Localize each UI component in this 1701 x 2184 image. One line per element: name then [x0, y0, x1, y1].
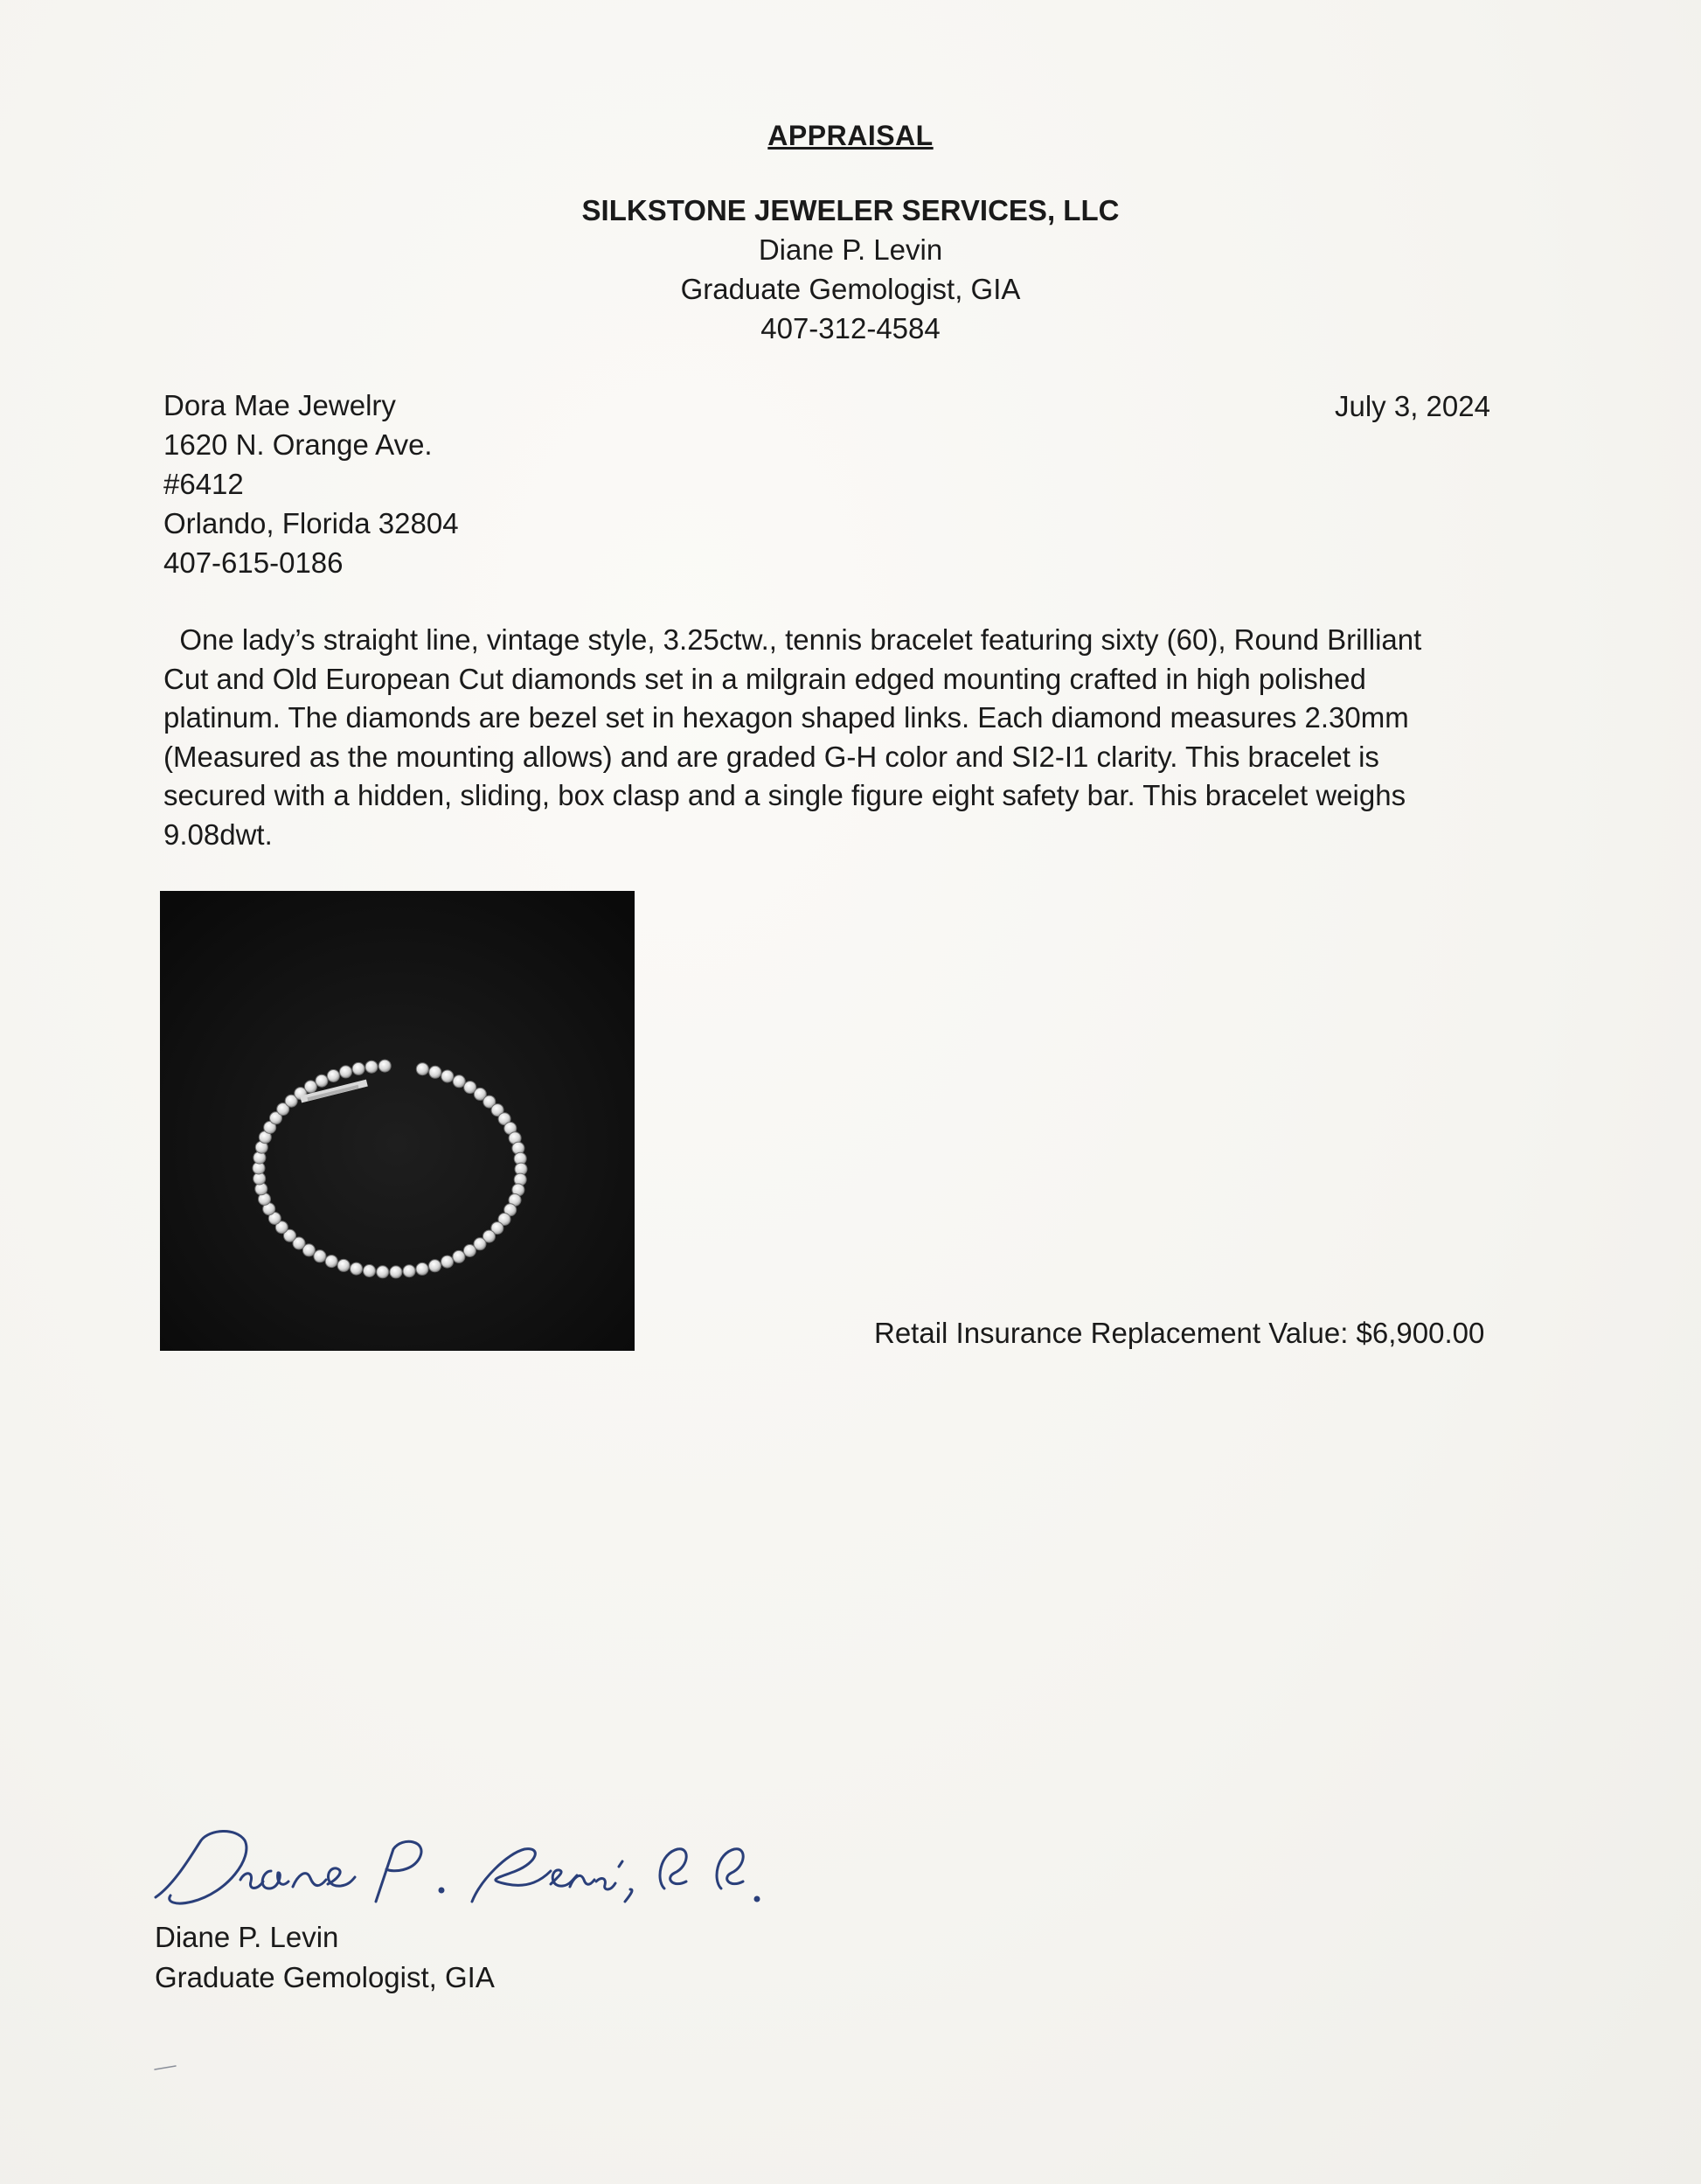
bracelet-link	[429, 1260, 441, 1272]
bracelet-link	[325, 1255, 337, 1268]
bracelet-link	[390, 1266, 402, 1278]
appraisal-date: July 3, 2024	[1335, 390, 1490, 422]
description-line: secured with a hidden, sliding, box clasp and a single figure eight safety bar. This bracelet weighs	[163, 779, 1406, 812]
description-line: (Measured as the mounting allows) and are graded G-H color and SI2-I1 clarity. This bracelet is	[163, 740, 1379, 773]
description-line: Cut and Old European Cut diamonds set in a milgrain edged mounting crafted in high polished	[163, 662, 1366, 695]
bracelet-link	[441, 1070, 454, 1082]
appraiser-credential: Graduate Gemologist, GIA	[680, 273, 1021, 305]
bracelet-link	[453, 1250, 465, 1262]
recipient-line: 407-615-0186	[163, 546, 344, 579]
description-line: One lady’s straight line, vintage style, 3.25ctw., tennis bracelet featuring sixty (60), Round Brilliant	[163, 623, 1422, 656]
recipient-line: 1620 N. Orange Ave.	[163, 428, 433, 461]
bracelet-link	[377, 1266, 389, 1278]
bracelet-link	[429, 1066, 441, 1078]
appraiser-phone: 407-312-4584	[760, 312, 941, 344]
bracelet-link	[352, 1062, 364, 1075]
description-line: 9.08dwt.	[163, 817, 273, 851]
replacement-value: Retail Insurance Replacement Value: $6,900.00	[874, 1317, 1485, 1349]
signer-name: Diane P. Levin	[155, 1921, 339, 1953]
bracelet-link	[416, 1262, 428, 1275]
signer-credential: Graduate Gemologist, GIA	[155, 1961, 495, 1993]
bracelet-link	[365, 1061, 378, 1073]
bracelet-image	[160, 891, 635, 1351]
bracelet-link	[463, 1245, 476, 1257]
bracelet-link	[441, 1255, 454, 1268]
pen-mark	[153, 2063, 179, 2072]
bracelet-link	[316, 1075, 328, 1087]
signature-image	[140, 1819, 769, 1923]
bracelet-link	[314, 1250, 326, 1262]
document-title: APPRAISAL	[767, 120, 934, 151]
bracelet-link	[351, 1262, 363, 1275]
bracelet-link	[403, 1265, 415, 1277]
item-description	[163, 621, 1527, 855]
recipient-line: Dora Mae Jewelry	[163, 389, 396, 421]
bracelet-link	[453, 1075, 465, 1088]
recipient-line: #6412	[163, 468, 244, 500]
description-line: platinum. The diamonds are bezel set in hexagon shaped links. Each diamond measures 2.30mm	[163, 701, 1409, 734]
bracelet-link	[416, 1063, 428, 1075]
appraiser-name: Diane P. Levin	[758, 233, 943, 266]
bracelet-link	[364, 1265, 376, 1277]
bracelet-link	[304, 1081, 316, 1093]
bracelet-link	[337, 1259, 350, 1271]
bracelet-photo	[160, 891, 635, 1351]
velvet-background	[160, 891, 635, 1351]
company-name: SILKSTONE JEWELER SERVICES, LLC	[581, 194, 1120, 226]
recipient-address	[163, 386, 459, 582]
bracelet-link	[327, 1070, 339, 1082]
recipient-line: Orlando, Florida 32804	[163, 507, 459, 539]
bracelet-link	[378, 1060, 391, 1072]
bracelet-link	[340, 1066, 352, 1078]
